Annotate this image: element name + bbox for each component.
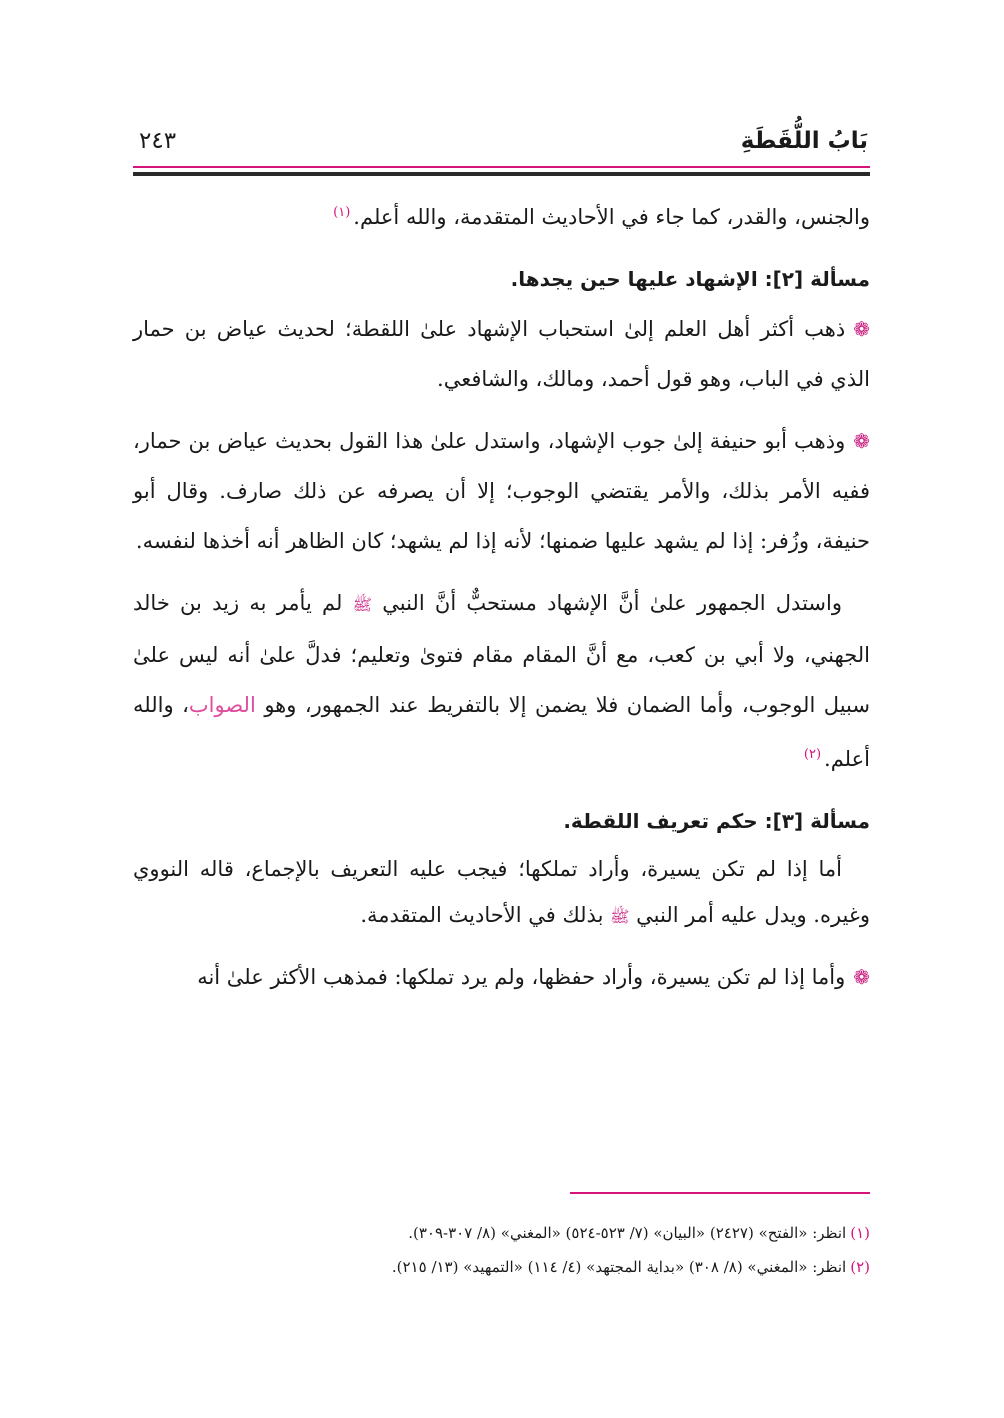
salawat-glyph: ﷺ bbox=[352, 595, 372, 614]
flower-ornament-icon: ❁ bbox=[853, 317, 870, 341]
flower-ornament-icon: ❁ bbox=[853, 429, 870, 453]
main-text bbox=[133, 188, 870, 1002]
header-rule-pink bbox=[133, 166, 870, 168]
paragraph: ❁وذهب أبو حنيفة إلىٰ جوب الإشهاد، واستدل علىٰ هذا القول بحديث عياض بن حمار، ففيه الأمر بذلك، والأمر يقتضي الوجوب؛ إلا أن يصرفه عن ذلك صارف. وقال أبو حنيفة، وزُفر: إذا لم يشهد عليها ضمنها؛ لأنه إذا لم يشهد؛ كان الظاهر أنه أخذها لنفسه. bbox=[133, 429, 870, 553]
footnote-ref-2[interactable]: (٢) bbox=[803, 747, 822, 762]
issue-heading-3 bbox=[133, 796, 870, 846]
paragraph-continuation: والجنس، والقدر، كما جاء في الأحاديث المتقدمة، والله أعلم.$^{(١)}$ bbox=[333, 205, 870, 229]
footnote-number: (١) bbox=[850, 1224, 870, 1242]
page-number: ٢٤٣ bbox=[139, 128, 177, 154]
running-header bbox=[133, 122, 870, 162]
footnote-separator bbox=[570, 1192, 870, 1194]
paragraph: ❁وأما إذا لم تكن يسيرة، وأراد حفظها، ولم يرد تملكها: فمذهب الأكثر علىٰ أنه bbox=[197, 965, 870, 989]
footnote-1: (١)انظر: «الفتح» (٢٤٢٧) «البيان» (٧/ ٥٢٣-٥٢٤) «المغني» (٨/ ٣٠٧-٣٠٩). bbox=[408, 1224, 870, 1242]
paragraph: ❁ذهب أكثر أهل العلم إلىٰ استحباب الإشهاد علىٰ اللقطة؛ لحديث عياض بن حمار الذي في الباب، وهو قول أحمد، ومالك، والشافعي. bbox=[133, 317, 870, 391]
book-page bbox=[133, 0, 870, 1418]
footnote-ref-1[interactable]: (١) bbox=[333, 205, 351, 220]
footnote-2: (٢)انظر: «المغني» (٨/ ٣٠٨) «بداية المجتهد» (٤/ ١١٤) «التمهيد» (١٣/ ٢١٥). bbox=[391, 1258, 870, 1276]
highlighted-word: الصواب bbox=[188, 693, 256, 717]
issue-heading-2 bbox=[133, 254, 870, 304]
issue-title: الإشهاد عليها حين يجدها. bbox=[510, 267, 758, 291]
paragraph: أما إذا لم تكن يسيرة، وأراد تملكها؛ فيجب عليه التعريف بالإجماع، قاله النووي وغيره. ويدل عليه أمر النبي ﷺ بذلك في الأحاديث المتقدمة. bbox=[133, 857, 870, 927]
header-rule-black bbox=[133, 172, 870, 176]
footnote-number: (٢) bbox=[850, 1258, 870, 1276]
chapter-title: بَابُ اللُّقَطَةِ bbox=[740, 128, 868, 154]
flower-ornament-icon: ❁ bbox=[853, 965, 870, 989]
issue-label: مسألة [٣]: bbox=[764, 809, 870, 833]
footnotes bbox=[133, 1216, 870, 1284]
issue-label: مسألة [٢]: bbox=[764, 267, 870, 291]
paragraph: واستدل الجمهور علىٰ أنَّ الإشهاد مستحبٌّ أنَّ النبي ﷺ لم يأمر به زيد بن خالد الجهني، ولا أبي بن كعب، مع أنَّ المقام مقام فتوىٰ وتعليم؛ فدلَّ علىٰ أنه ليس علىٰ سبيل الوجوب، وأما الضمان فلا يضمن إلا بالتفريط عند الجمهور، وهو الصواب، والله أعلم.$^{(٢)}$ bbox=[133, 591, 870, 771]
salawat-glyph: ﷺ bbox=[610, 907, 630, 926]
issue-title: حكم تعريف اللقطة. bbox=[563, 809, 758, 833]
